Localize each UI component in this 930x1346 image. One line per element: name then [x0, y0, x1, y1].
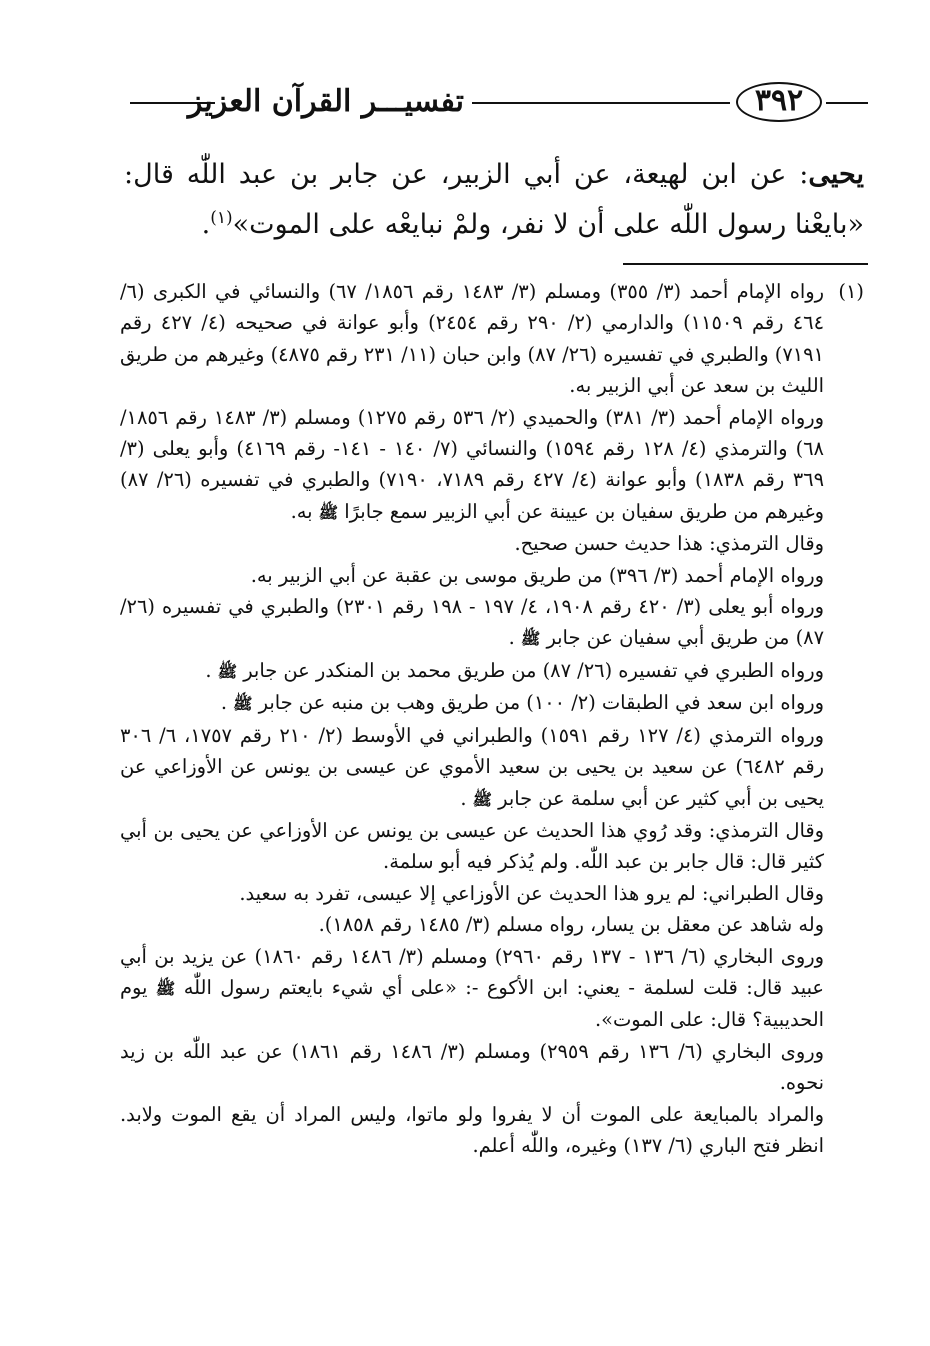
honorific-glyph: ﷺ — [520, 629, 541, 649]
running-title: تفسيـــر القرآن العزيز — [187, 84, 464, 119]
footnote-paragraph — [120, 1099, 864, 1162]
honorific-glyph: ﷺ — [217, 661, 238, 681]
footnote-paragraph: ورواه الترمذي (٤/ ١٢٧ رقم ١٥٩١) والطبراني في الأوسط (٢/ ٢١٠ رقم ١٧٥٧، ٦/ ٣٠٦ رقم ٦٤٨٢) عن سعيد بن يحيى بن سعيد الأموي عن عيسى بن يونس عن الأوزاعي عن يحيى بن أبي كثير عن أبي سلمة عن جابر ﷺ . — [120, 723, 824, 810]
footnote-text: ورواه أبو يعلى (٣/ ٤٢٠ رقم ١٩٠٨، ٤/ ١٩٧ - ١٩٨ رقم ٢٣٠١) والطبري في تفسيره (٢٦/ ٨٧) من طريق أبي سفيان عن جابر — [120, 595, 825, 650]
footnote-reference: (١) — [210, 208, 233, 228]
footnote-paragraph — [120, 560, 864, 591]
honorific-glyph: ﷺ — [233, 694, 253, 714]
footnote-paragraph: ورواه أبو يعلى (٣/ ٤٢٠ رقم ١٩٠٨، ٤/ ١٩٧ - ١٩٨ رقم ٢٣٠١) والطبري في تفسيره (٢٦/ ٨٧) من طريق أبي سفيان عن جابر ﷺ . — [120, 595, 825, 650]
footnote-paragraph — [120, 941, 864, 1036]
footnote-text: وله شاهد عن معقل بن يسار، رواه مسلم (٣/ ١٤٨٥ رقم ١٨٥٨). — [318, 913, 824, 937]
page-number-frame — [736, 82, 822, 122]
footnote-text: وروى البخاري (٦/ ١٣٦ رقم ٢٩٥٩) ومسلم (٣/ ١٤٨٦ رقم ١٨٦١) عن عبد اللّٰه بن زيد نحوه. — [120, 1039, 824, 1095]
footnote-text: ورواه الترمذي (٤/ ١٢٧ رقم ١٥٩١) والطبراني في الأوسط (٢/ ٢١٠ رقم ١٧٥٧، ٦/ ٣٠٦ رقم ٦٤٨٢) عن سعيد بن يحيى بن سعيد الأموي عن عيسى بن يونس عن الأوزاعي عن يحيى بن أبي كثير عن أبي سلمة عن جابر — [120, 723, 824, 810]
footnote-text: وقال الترمذي: هذا حديث حسن صحيح. — [514, 532, 824, 556]
footnote-text: رواه الإمام أحمد (٣/ ٣٥٥) ومسلم (٣/ ١٤٨٣ رقم ١٨٥٦/ ٦٧) والنسائي في الكبرى (٦/ ٤٦٤ رقم ١١٥٠٩) والدارمي (٢/ ٢٩٠ رقم ٢٤٥٤) وأبو عوانة في صحيحه (٤/ ٤٢٧ رقم ٧١٩١) والطبري في تفسيره (٢٦/ ٨٧) وابن حبان (١١/ ٢٣١ رقم ٤٨٧٥) وغيرهم من طريق الليث بن سعد عن أبي الزبير به. — [120, 280, 824, 398]
footnote-text: يوم الحديبية؟ قال: على الموت». — [120, 975, 824, 1032]
footnote-text: ورواه الإمام أحمد (٣/ ٣٨١) والحميدي (٢/ ٥٣٦ رقم ١٢٧٥) ومسلم (٣/ ١٤٨٣ رقم ١٨٥٦/ ٦٨) والترمذي (٤/ ١٢٨ رقم ١٥٩٤) والنسائي (٧/ ١٤٠ - ١٤١- رقم ٤١٦٩) وأبو يعلى (٣/ ٣٦٩ رقم ١٨٣٨) وأبو عوانة (٤/ ٤٢٧ رقم ٧١٨٩، ٧١٩٠) والطبري في تفسيره (٢٦/ ٨٧) وغيرهم من طريق سفيان بن عيينة عن أبي الزبير سمع جابرًا — [120, 405, 824, 523]
narrator-name: يحيى — [808, 159, 864, 190]
footnotes — [120, 276, 864, 1161]
footnote-text: ورواه الإمام أحمد (٣/ ٣٩٦) من طريق موسى بن عقبة عن أبي الزبير به. — [250, 563, 824, 587]
honorific-glyph: ﷺ — [318, 502, 339, 522]
footnote-paragraph — [120, 528, 864, 559]
header-rule-right — [826, 102, 868, 104]
footnote-text: به. — [290, 499, 313, 523]
footnote-paragraph — [120, 909, 864, 940]
main-end: . — [201, 209, 211, 240]
footnote-text: وروى البخاري (٦/ ١٣٦ - ١٣٧ رقم ٢٩٦٠) ومسلم (٣/ ١٤٨٦ رقم ١٨٦٠) عن يزيد بن أبي عبيد قال: قلت لسلمة - يعني: ابن الأكوع -: «على أي شيء بايعتم رسول اللّٰه — [120, 944, 825, 999]
footnote-separator — [623, 263, 868, 265]
page-header — [100, 76, 870, 128]
footnote-paragraph: ورواه الطبري في تفسيره (٢٦/ ٨٧) من طريق محمد بن المنكدر عن جابر ﷺ . — [205, 658, 824, 682]
footnote-paragraph — [120, 1036, 864, 1099]
main-body: : عن ابن لهيعة، عن أبي الزبير، عن جابر بن عبد اللّٰه قال: «بايعْنا رسول اللّٰه على أن لا نفر، ولمْ نبايعْه على الموت» — [124, 159, 864, 240]
honorific-glyph: ﷺ — [155, 978, 176, 998]
page-number: ٣٩٢ — [754, 83, 804, 118]
footnote-paragraph — [120, 276, 864, 402]
footnote-paragraph — [120, 815, 864, 878]
footnote-text: ورواه الطبري في تفسيره (٢٦/ ٨٧) من طريق محمد بن المنكدر عن جابر — [243, 658, 824, 682]
footnote-paragraph — [120, 878, 864, 909]
footnote-text: وقال الطبراني: لم يرو هذا الحديث عن الأوزاعي إلا عيسى، تفرد به سعيد. — [239, 881, 824, 905]
header-rule-middle — [472, 102, 730, 104]
footnote-paragraph — [120, 402, 864, 529]
footnote-text: ورواه ابن سعد في الطبقات (٢/ ١٠٠) من طريق وهب بن منبه عن جابر — [258, 691, 824, 715]
footnote-paragraph: ورواه ابن سعد في الطبقات (٢/ ١٠٠) من طريق وهب بن منبه عن جابر ﷺ . — [220, 691, 824, 715]
footnote-number: (١) — [838, 280, 864, 303]
footnote-text: والمراد بالمبايعة على الموت أن لا يفروا ولو ماتوا، وليس المراد أن يقع الموت ولابد. انظر فتح الباري (٦/ ١٣٧) وغيره، واللّٰه أعلم. — [120, 1102, 824, 1157]
honorific-glyph: ﷺ — [472, 789, 492, 809]
main-text — [124, 150, 864, 250]
footnote-text: وقال الترمذي: وقد رُوي هذا الحديث عن عيسى بن يونس عن الأوزاعي عن يحيى بن أبي كثير قال: قال جابر بن عبد اللّٰه. ولم يُذكر فيه أبو سلمة. — [120, 818, 824, 874]
